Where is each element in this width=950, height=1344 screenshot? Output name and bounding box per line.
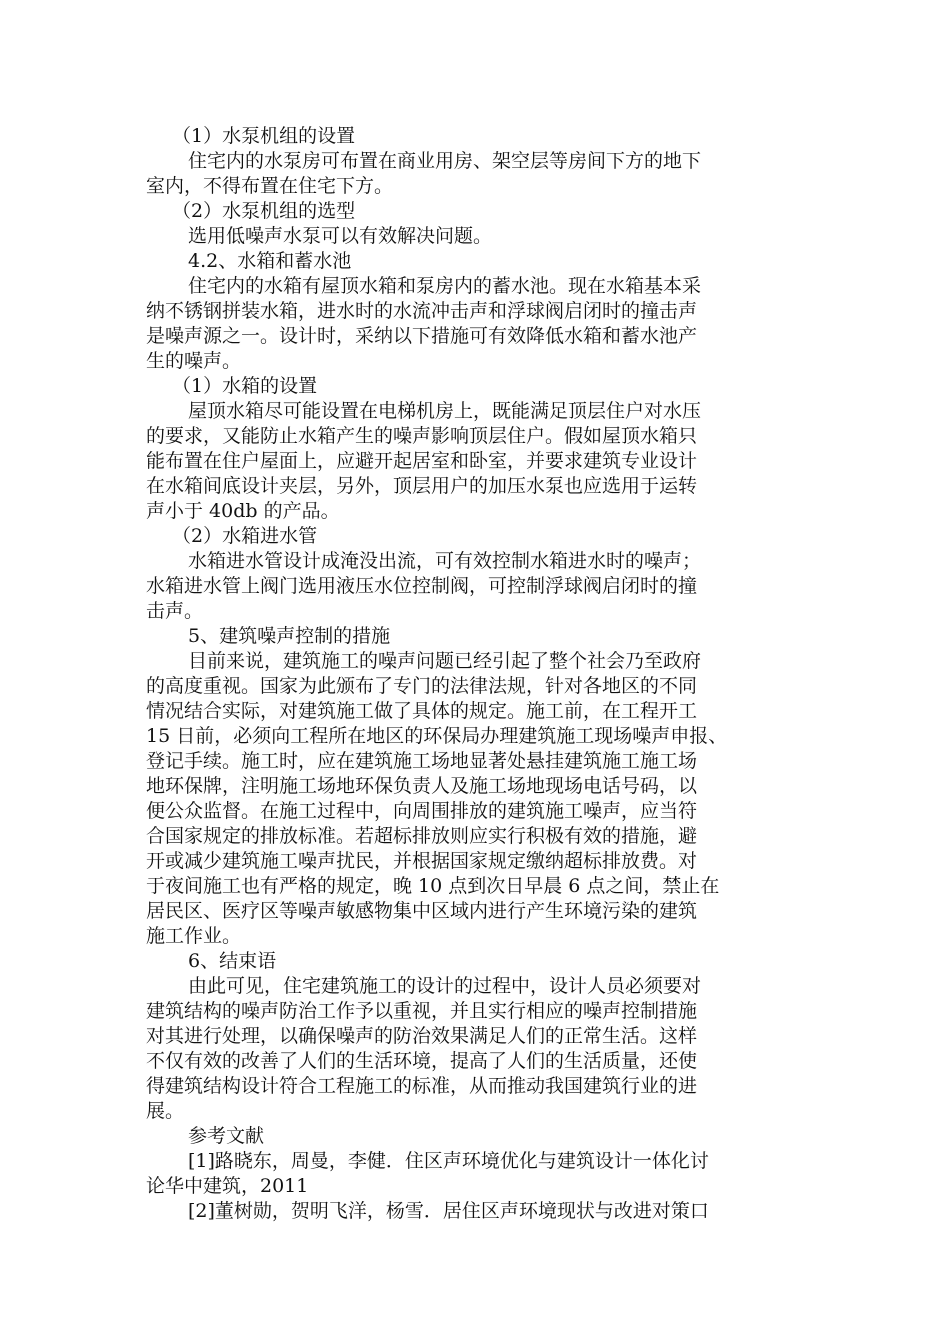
section-heading-water-tank: 4.2、水箱和蓄水池 xyxy=(188,250,352,272)
reference-item-2: [2]董树勋，贺明飞洋，杨雪．居住区声环境现状与改进对策口 xyxy=(188,1200,709,1222)
section-heading-conclusion: 6、结束语 xyxy=(188,950,277,972)
paragraph-low-noise-pump: 选用低噪声水泵可以有效解决问题。 xyxy=(188,225,493,247)
heading-pump-unit-setup: （1）水泵机组的设置 xyxy=(172,125,356,147)
paragraph-construction-noise: 目前来说，建筑施工的噪声问题已经引起了整个社会乃至政府 的高度重视。国家为此颁布了专门的法律法规，针对各地区的不同 情况结合实际，对建筑施工做了具体的规定。施工前，在工程开工 15 日前，必须向工程所在地区的环保局办理建筑施工现场噪声申报、 登记手续。施工时，应在建筑施工场地显著处悬挂建筑施工施工场 地环保牌，注明施工场地环保负责人及施工场地现场电话号码，以 便公众监督。在施工过程中，向周围排放的建筑施工噪声，应当符 合国家规定的排放标准。若超标排放则应实行积极有效的措施，避 开或减少建筑施工噪声扰民，并根据国家规定缴纳超标排放费。对 于夜间施工也有严格的规定，晚 10 点到次日早晨 6 点之间，禁止在 居民区、医疗区等噪声敏感物集中区域内进行产生环境污染的建筑 施工作业。 xyxy=(146,650,728,947)
paragraph-pump-room-location: 住宅内的水泵房可布置在商业用房、架空层等房间下方的地下 室内，不得布置在住宅下方。 xyxy=(146,150,702,197)
reference-item-1: [1]路晓东，周曼，李健．住区声环境优化与建筑设计一体化讨 论华中建筑，2011 xyxy=(146,1150,709,1197)
paragraph-inlet-pipe: 水箱进水管设计成淹没出流，可有效控制水箱进水时的噪声； 水箱进水管上阀门选用液压水位控制阀，可控制浮球阀启闭时的撞 击声。 xyxy=(146,550,702,622)
heading-water-tank-setup: （1）水箱的设置 xyxy=(172,375,318,397)
paragraph-conclusion: 由此可见，住宅建筑施工的设计的过程中，设计人员必须要对 建筑结构的噪声防治工作予以重视，并且实行相应的噪声控制措施 对其进行处理，以确保噪声的防治效果满足人们的正常生活。这样 不仅有效的改善了人们的生活环境，提高了人们的生活质量，还使 得建筑结构设计符合工程施工的标准，从而推动我国建筑行业的进 展。 xyxy=(146,975,702,1122)
paragraph-water-tank-intro: 住宅内的水箱有屋顶水箱和泵房内的蓄水池。现在水箱基本采 纳不锈钢拼装水箱，进水时的水流冲击声和浮球阀启闭时的撞击声 是噪声源之一。设计时，采纳以下措施可有效降低水箱和蓄水池产 生的噪声。 xyxy=(146,275,702,372)
paragraph-roof-tank: 屋顶水箱尽可能设置在电梯机房上，既能满足顶层住户对水压 的要求，又能防止水箱产生的噪声影响顶层住户。假如屋顶水箱只 能布置在住户屋面上，应避开起居室和卧室，并要求建筑专业设计 在水箱间底设计夹层，另外，顶层用户的加压水泵也应选用于运转 声小于 40db 的产品。 xyxy=(146,400,702,522)
heading-inlet-pipe: （2）水箱进水管 xyxy=(172,525,318,547)
document-body xyxy=(146,124,808,1224)
section-heading-construction-noise: 5、建筑噪声控制的措施 xyxy=(188,625,391,647)
heading-references: 参考文献 xyxy=(188,1125,265,1147)
heading-pump-unit-selection: （2）水泵机组的选型 xyxy=(172,200,356,222)
